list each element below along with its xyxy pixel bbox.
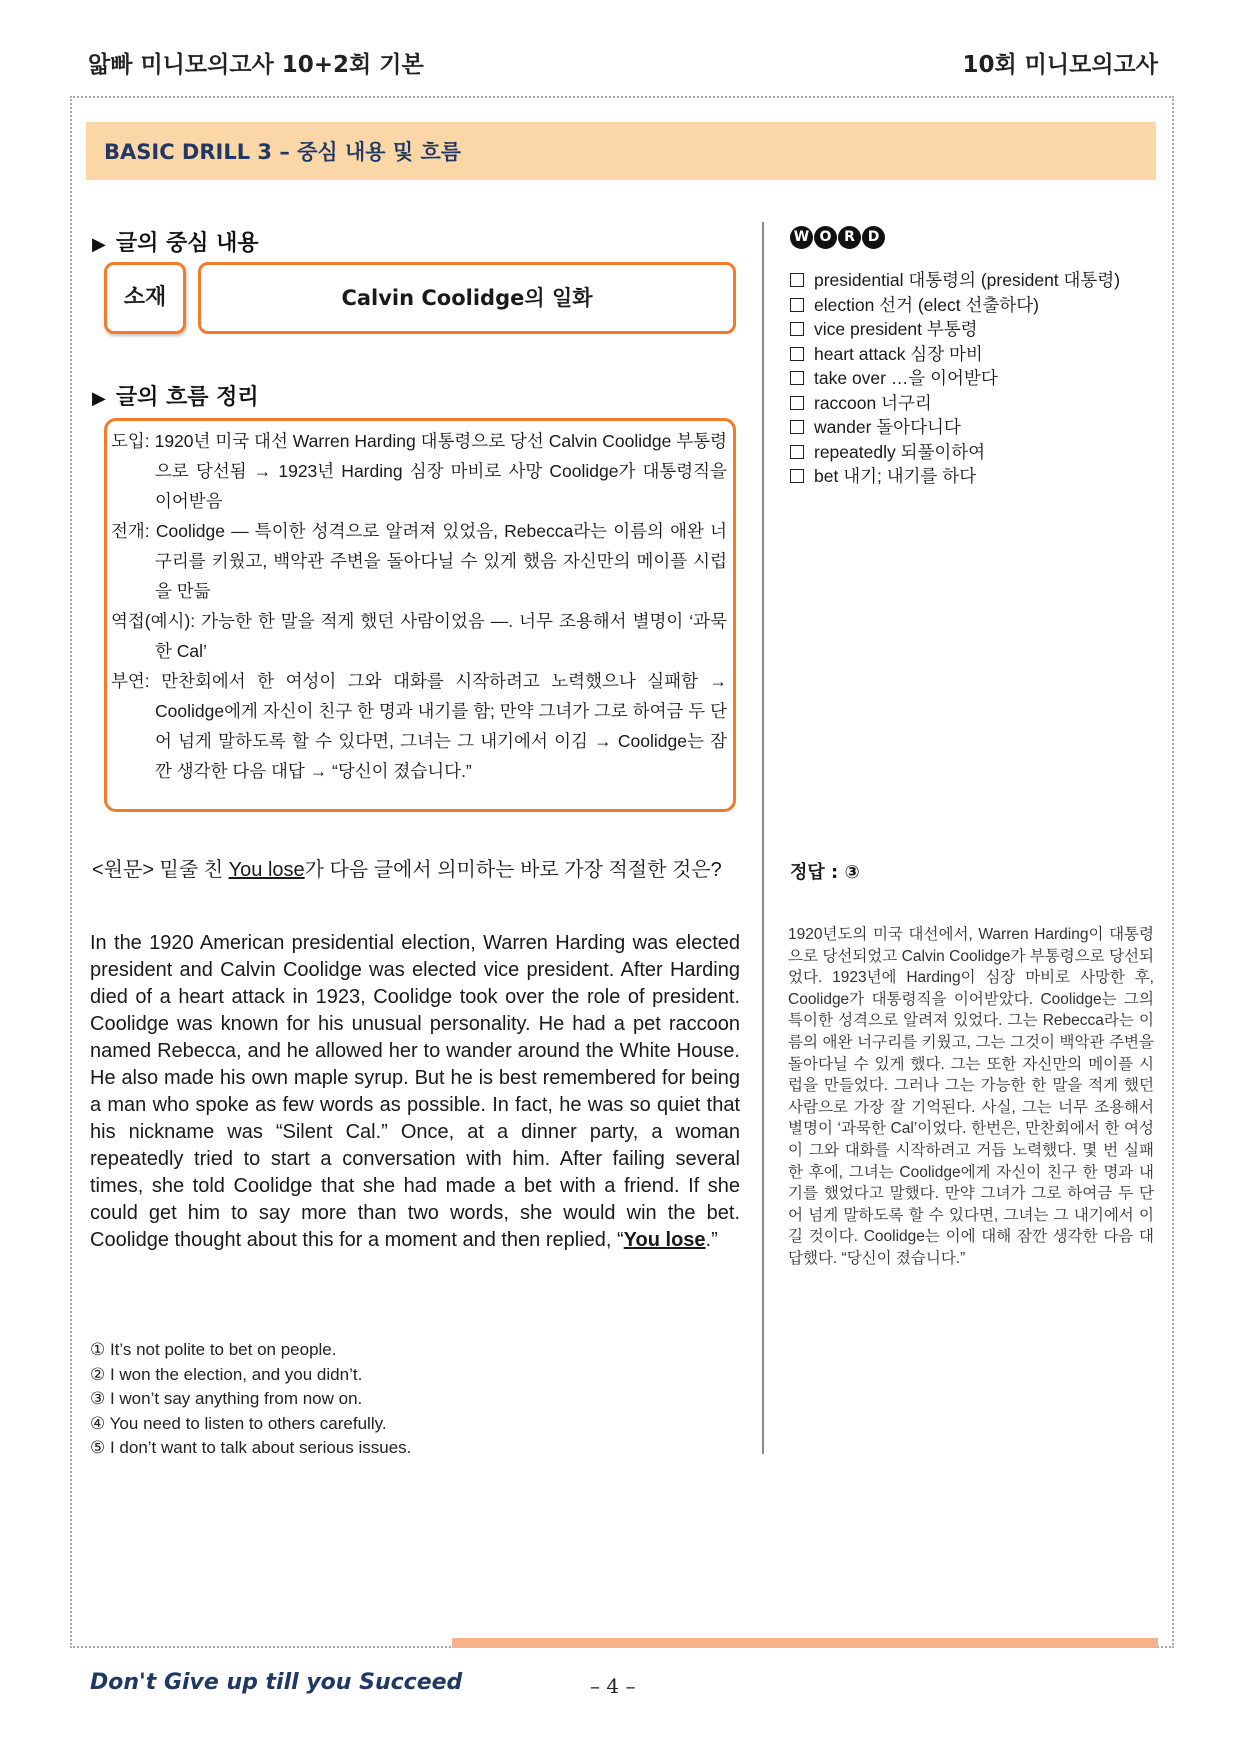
flow-item-intro: 도입: 1920년 미국 대선 Warren Harding 대통령으로 당선 Calvin Coolidge 부통령으로 당선됨 → 1923년 Harding 심장 마비로 사망 Coolidge가 대통령직을 이어받음 bbox=[111, 431, 727, 511]
choice-3[interactable]: ③ I won’t say anything from now on. bbox=[90, 1389, 363, 1408]
topic-box: Calvin Coolidge의 일화 bbox=[198, 262, 736, 334]
vocab-item: wander 돌아다니다 bbox=[790, 415, 1120, 440]
header-test-label: 10회 미니모의고사 bbox=[962, 52, 1158, 78]
underlined-answer-phrase: You lose bbox=[623, 1229, 706, 1251]
word-section-heading bbox=[790, 226, 885, 249]
vocab-item: vice president 부통령 bbox=[790, 317, 1120, 342]
flow-item-elaboration: 부연: 만찬회에서 한 여성이 그와 대화를 시작하려고 노력했으나 실패함 → Coolidge에게 자신이 친구 한 명과 내기를 함; 만약 그녀가 그로 하여금 두 단어 넘게 말하도록 할 수 있다면, 그녀는 그 내기에서 이김 → Coolidge는 잠깐 생각한 다음 대답 → “당신이 졌습니다.” bbox=[111, 671, 727, 781]
vocab-item: election 선거 (elect 선출하다) bbox=[790, 293, 1120, 318]
flow-summary-box bbox=[104, 418, 736, 812]
letter-circle-r: R bbox=[838, 226, 861, 249]
topic-label-box: 소재 bbox=[104, 262, 186, 334]
checkbox[interactable] bbox=[790, 469, 804, 483]
checkbox[interactable] bbox=[790, 371, 804, 385]
checkbox[interactable] bbox=[790, 347, 804, 361]
question-prompt: <원문> 밑줄 친 You lose가 다음 글에서 의미하는 바로 가장 적절한 것은? bbox=[92, 859, 722, 881]
vocab-item: repeatedly 되풀이하여 bbox=[790, 440, 1120, 465]
footer-motto: Don't Give up till you Succeed bbox=[90, 1670, 463, 1695]
triangle-bullet-icon: ▶ bbox=[92, 388, 106, 409]
choice-1[interactable]: ① It’s not polite to bet on people. bbox=[90, 1340, 337, 1359]
vocab-item: presidential 대통령의 (president 대통령) bbox=[790, 268, 1120, 293]
checkbox[interactable] bbox=[790, 322, 804, 336]
drill-title: BASIC DRILL 3 – 중심 내용 및 흐름 bbox=[104, 140, 462, 164]
triangle-bullet-icon: ▶ bbox=[92, 234, 106, 255]
checkbox[interactable] bbox=[790, 420, 804, 434]
choice-4[interactable]: ④ You need to listen to others carefully. bbox=[90, 1413, 387, 1433]
choice-2[interactable]: ② I won the election, and you didn’t. bbox=[90, 1364, 363, 1384]
page-number: – 4 – bbox=[590, 1674, 636, 1698]
column-divider bbox=[762, 222, 764, 1454]
drill-banner bbox=[86, 122, 1156, 180]
checkbox[interactable] bbox=[790, 298, 804, 312]
letter-circle-o: O bbox=[814, 226, 837, 249]
vocab-item: raccoon 너구리 bbox=[790, 391, 1120, 416]
flow-heading: ▶ 글의 흐름 정리 bbox=[92, 385, 259, 410]
header-title: 앏빠 미니모의고사 10+2회 기본 bbox=[88, 52, 424, 78]
answer-label: 정답 : ③ bbox=[790, 862, 860, 883]
vocab-item: take over …을 이어받다 bbox=[790, 366, 1120, 391]
reading-passage: In the 1920 American presidential election, Warren Harding was elected president and Calvin Coolidge was elected vice president. After Harding died of a heart attack in 1923, Coolidge took over the role of president. Coolidge was known for his unusual personality. He had a pet raccoon named Rebecca, and he allowed her to wander around the White House. He also made his own maple syrup. But he is best remembered for being a man who spoke as few words as possible. In fact, he was so quiet that his nickname was “Silent Cal.” Once, at a dinner party, a woman repeatedly tried to start a conversation with him. After failing several times, she told Coolidge that she had made a bet with a friend. If she could get him to say more than two words, she would win the bet. Coolidge thought about this for a moment and then replied, “You lose.” bbox=[90, 932, 740, 1251]
answer-choices bbox=[90, 1338, 411, 1461]
korean-translation: 1920년도의 미국 대선에서, Warren Harding이 대통령으로 당선되었고 Calvin Coolidge가 부통령으로 당선되었다. 1923년에 Harding이 심장 마비로 사망한 후, Coolidge가 대통령직을 이어받았다. Coolidge는 그의 특이한 성격으로 알려져 있었다. 그는 Rebecca라는 이름의 애완 너구리를 키웠고, 그는 그것이 백악관 주변을 돌아다닐 수 있게 했다. 그는 또한 자신만의 메이플 시럽을 만들었다. 그러나 그는 가능한 한 말을 적게 했던 사람으로 가장 잘 기억된다. 사실, 그는 너무 조용해서 별명이 ‘과묵한 Cal’이었다. 한번은, 만찬회에서 한 여성이 그와 대화를 시작하려고 거듭 노력했다. 몇 번 실패한 후에, 그녀는 Coolidge에게 자신이 친구 한 명과 내기를 했었다고 말했다. 만약 그녀가 그로 하여금 두 단어 넘게 말하도록 할 수 있다면, 그녀는 그 내기에서 이길 것이다. Coolidge는 이에 대해 잠깐 생각한 다음 대답했다. “당신이 졌습니다.” bbox=[788, 926, 1154, 1267]
main-idea-heading: ▶ 글의 중심 내용 bbox=[92, 231, 259, 256]
checkbox[interactable] bbox=[790, 396, 804, 410]
checkbox[interactable] bbox=[790, 445, 804, 459]
checkbox[interactable] bbox=[790, 273, 804, 287]
flow-item-contrast: 역접(예시): 가능한 한 말을 적게 했던 사람이었음 —. 너무 조용해서 별명이 ‘과묵한 Cal’ bbox=[111, 611, 727, 661]
footer-accent-bar bbox=[452, 1638, 1158, 1648]
underlined-phrase: You lose bbox=[228, 859, 305, 881]
letter-circle-w: W bbox=[790, 226, 813, 249]
choice-5[interactable]: ⑤ I don’t want to talk about serious issues. bbox=[90, 1438, 412, 1457]
vocab-item: bet 내기; 내기를 하다 bbox=[790, 464, 1120, 489]
letter-circle-d: D bbox=[862, 226, 885, 249]
flow-item-development: 전개: Coolidge — 특이한 성격으로 알려져 있었음, Rebecca라는 이름의 애완 너구리를 키웠고, 백악관 주변을 돌아다닐 수 있게 했음 자신만의 메이플 시럽을 만듦 bbox=[111, 521, 727, 601]
vocab-item: heart attack 심장 마비 bbox=[790, 342, 1120, 367]
vocabulary-list bbox=[790, 268, 1120, 489]
